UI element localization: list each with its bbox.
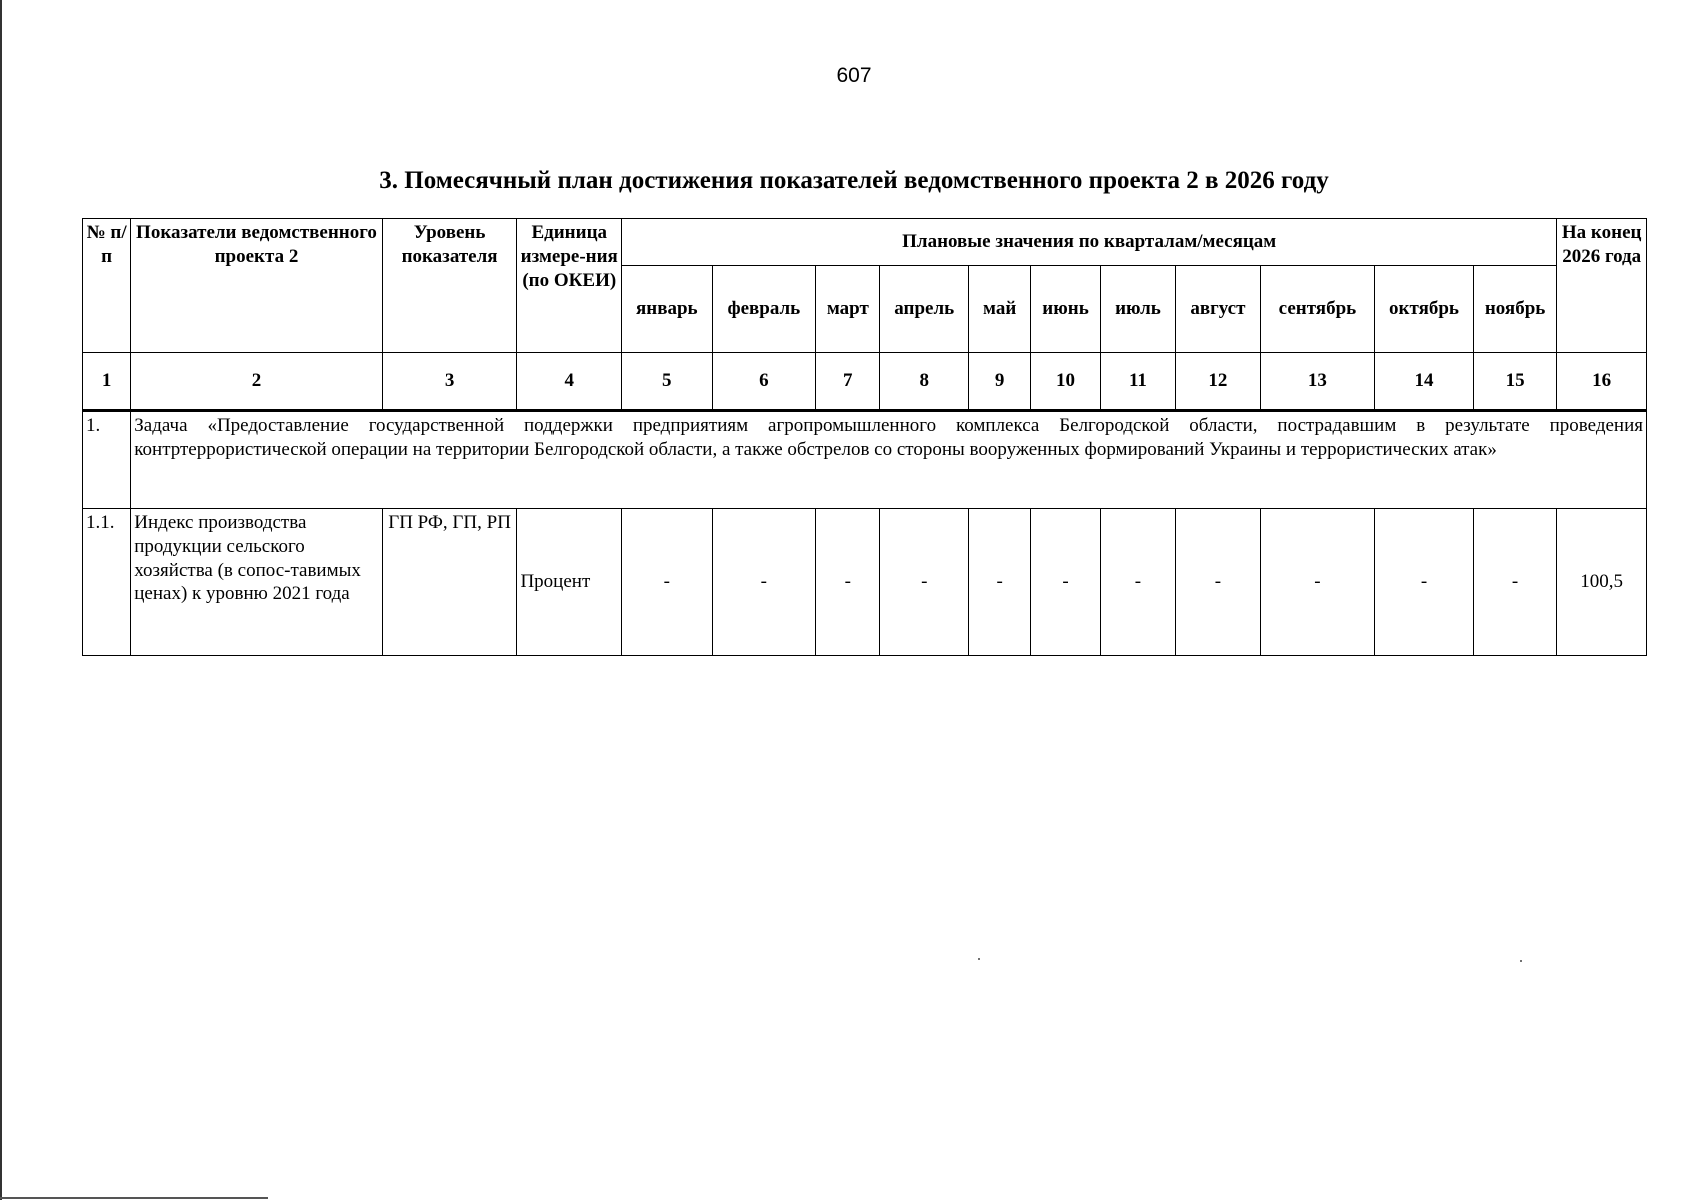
month-value: -	[1176, 509, 1260, 656]
header-month: март	[816, 266, 880, 353]
column-number: 12	[1176, 353, 1260, 411]
scan-bottom-edge	[0, 1197, 268, 1199]
indicator-name: Индекс производства продукции сельского хозяйства (в сопос-тавимых ценах) к уровню 2021 года	[131, 509, 382, 656]
month-value: -	[622, 509, 713, 656]
document-title: 3. Помесячный план достижения показателей ведомственного проекта 2 в 2026 году	[379, 167, 1329, 194]
header-month: июль	[1100, 266, 1175, 353]
header-end-of-year: На конец 2026 года	[1557, 219, 1647, 353]
monthly-plan-table	[82, 218, 1647, 656]
header-month: январь	[622, 266, 713, 353]
month-value: -	[816, 509, 880, 656]
month-value: -	[1100, 509, 1175, 656]
column-number: 15	[1473, 353, 1557, 411]
page-number: 607	[836, 64, 872, 87]
header-month: ноябрь	[1473, 266, 1557, 353]
indicator-level: ГП РФ, ГП, РП	[382, 509, 517, 656]
end-of-year-value: 100,5	[1557, 509, 1647, 656]
header-unit: Единица измере-ния (по ОКЕИ)	[517, 219, 622, 353]
column-number: 7	[816, 353, 880, 411]
header-num: № п/п	[83, 219, 131, 353]
column-number: 9	[968, 353, 1030, 411]
scan-speck	[1520, 960, 1522, 962]
header-month: июнь	[1031, 266, 1100, 353]
task-row	[83, 411, 1647, 509]
header-level: Уровень показателя	[382, 219, 517, 353]
month-value: -	[712, 509, 816, 656]
header-month: февраль	[712, 266, 816, 353]
task-number: 1.	[83, 411, 131, 509]
header-month: май	[968, 266, 1030, 353]
header-indicator: Показатели ведомственного проекта 2	[131, 219, 382, 353]
column-number: 6	[712, 353, 816, 411]
month-value: -	[1375, 509, 1474, 656]
task-text: Задача «Предоставление государственной поддержки предприятиям агропромышленного комплекса Белгородской области, пострадавшим в результате проведения контртеррористической операции на территории Белгородской области, а также обстрелов со стороны вооруженных формирований Украины и террористических атак»	[131, 411, 1647, 509]
month-value: -	[1260, 509, 1375, 656]
column-number: 4	[517, 353, 622, 411]
column-number: 11	[1100, 353, 1175, 411]
header-planned-values: Плановые значения по кварталам/месяцам	[622, 219, 1557, 266]
column-number: 10	[1031, 353, 1100, 411]
column-number: 14	[1375, 353, 1474, 411]
indicator-number: 1.1.	[83, 509, 131, 656]
indicator-row	[83, 509, 1647, 656]
month-value: -	[968, 509, 1030, 656]
header-month: апрель	[880, 266, 969, 353]
column-number: 8	[880, 353, 969, 411]
column-number: 16	[1557, 353, 1647, 411]
column-number-row	[83, 353, 1647, 411]
column-number: 3	[382, 353, 517, 411]
column-number: 13	[1260, 353, 1375, 411]
month-value: -	[1031, 509, 1100, 656]
month-value: -	[1473, 509, 1557, 656]
scan-speck	[978, 958, 980, 960]
month-value: -	[880, 509, 969, 656]
column-number: 5	[622, 353, 713, 411]
column-number: 1	[83, 353, 131, 411]
indicator-unit: Процент	[517, 509, 622, 656]
header-month: сентябрь	[1260, 266, 1375, 353]
header-month: октябрь	[1375, 266, 1474, 353]
column-number: 2	[131, 353, 382, 411]
header-month: август	[1176, 266, 1260, 353]
header-row-group	[83, 219, 1647, 266]
